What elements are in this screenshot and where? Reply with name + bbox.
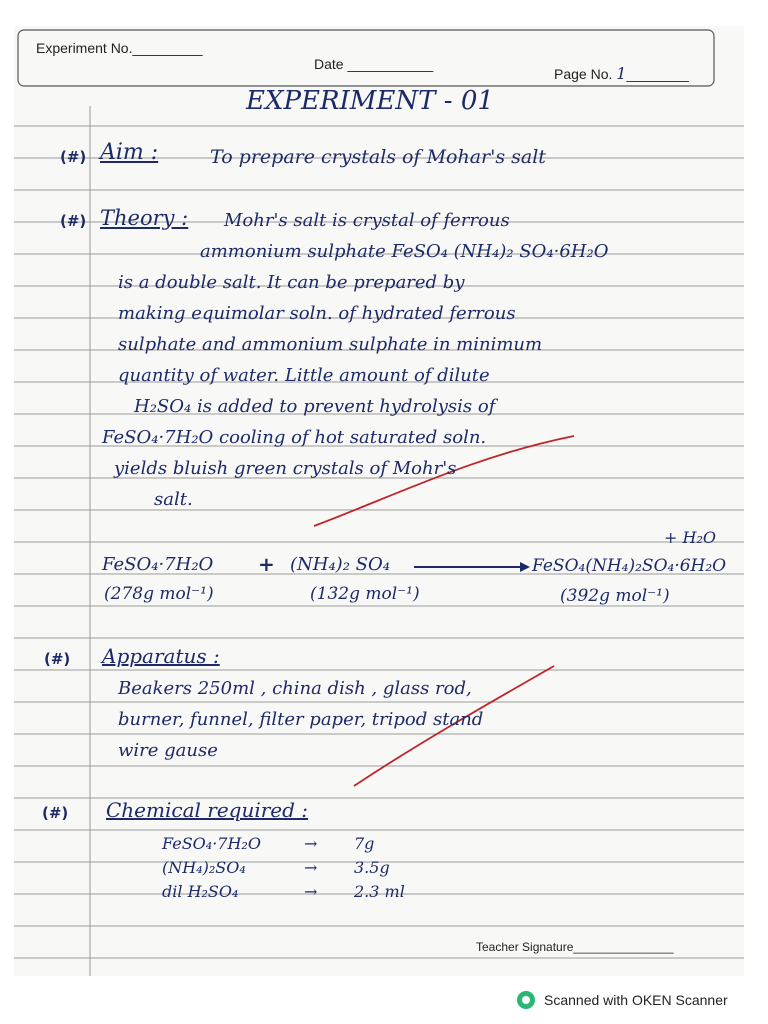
theory-line: quantity of water. Little amount of dilute — [118, 365, 490, 386]
scanner-text: Scanned with OKEN Scanner — [544, 992, 728, 1008]
chemical-arrow: → — [304, 882, 318, 901]
apparatus-line: Beakers 250ml , china dish , glass rod, — [118, 678, 472, 699]
reaction-plus: + — [258, 552, 275, 576]
chemical-name: (NH₄)₂SO₄ — [162, 858, 246, 877]
chemical-amount: 2.3 ml — [354, 882, 405, 901]
chemical-arrow: → — [304, 834, 318, 853]
theory-line: is a double salt. It can be prepared by — [118, 272, 465, 293]
theory-line: FeSO₄·7H₂O cooling of hot saturated soln. — [102, 427, 487, 448]
oken-logo-icon — [516, 990, 536, 1010]
product-mohrs-salt: FeSO₄(NH₄)₂SO₄·6H₂O — [532, 556, 727, 576]
theory-line: H₂SO₄ is added to prevent hydrolysis of — [134, 396, 496, 417]
theory-line: Mohr's salt is crystal of ferrous — [224, 210, 510, 231]
page-no-label: Page No. 1________ — [554, 64, 689, 83]
theory-label: Theory : — [100, 206, 189, 230]
reaction-extra-water: + H₂O — [664, 528, 716, 547]
theory-line: sulphate and ammonium sulphate in minimum — [118, 334, 543, 355]
reactant-ammonium-sulphate: (NH₄)₂ SO₄ — [290, 554, 390, 575]
notebook-page — [14, 26, 744, 976]
reaction-arrow-icon — [414, 560, 532, 574]
theory-line: salt. — [154, 489, 193, 510]
apparatus-bullet: (#) — [44, 650, 71, 668]
teacher-signature-label: Teacher Signature_______________ — [476, 940, 674, 954]
aim-text: To prepare crystals of Mohar's salt — [210, 146, 546, 168]
chemical-name: FeSO₄·7H₂O — [162, 834, 261, 853]
chemicals-bullet: (#) — [42, 804, 69, 822]
scanner-watermark — [516, 990, 728, 1010]
date-label: Date ___________ — [314, 56, 434, 72]
mass-reactant-2: (132g mol⁻¹) — [310, 584, 420, 604]
aim-label: Aim : — [100, 140, 159, 165]
page-title: EXPERIMENT - 01 — [246, 86, 494, 116]
mass-product: (392g mol⁻¹) — [560, 586, 670, 606]
theory-bullet: (#) — [60, 212, 87, 230]
apparatus-label: Apparatus : — [102, 644, 220, 668]
theory-line: making equimolar soln. of hydrated ferrous — [118, 303, 516, 324]
ruled-lines — [14, 26, 744, 976]
apparatus-line: wire gause — [118, 740, 218, 761]
mass-reactant-1: (278g mol⁻¹) — [104, 584, 214, 604]
page-no-value: 1 — [616, 64, 627, 83]
red-strike-theory — [314, 436, 574, 526]
apparatus-line: burner, funnel, filter paper, tripod stand — [118, 709, 484, 730]
chemical-amount: 7g — [354, 834, 375, 853]
experiment-no-label: Experiment No._________ — [36, 40, 203, 56]
chemical-amount: 3.5g — [354, 858, 390, 877]
chemicals-label: Chemical required : — [106, 798, 309, 822]
theory-line: yields bluish green crystals of Mohr's — [114, 458, 457, 479]
aim-bullet: (#) — [60, 148, 87, 166]
chemical-name: dil H₂SO₄ — [162, 882, 239, 901]
reactant-ferrous-sulphate: FeSO₄·7H₂O — [102, 554, 214, 575]
chemical-arrow: → — [304, 858, 318, 877]
theory-line: ammonium sulphate FeSO₄ (NH₄)₂ SO₄·6H₂O — [200, 241, 609, 262]
